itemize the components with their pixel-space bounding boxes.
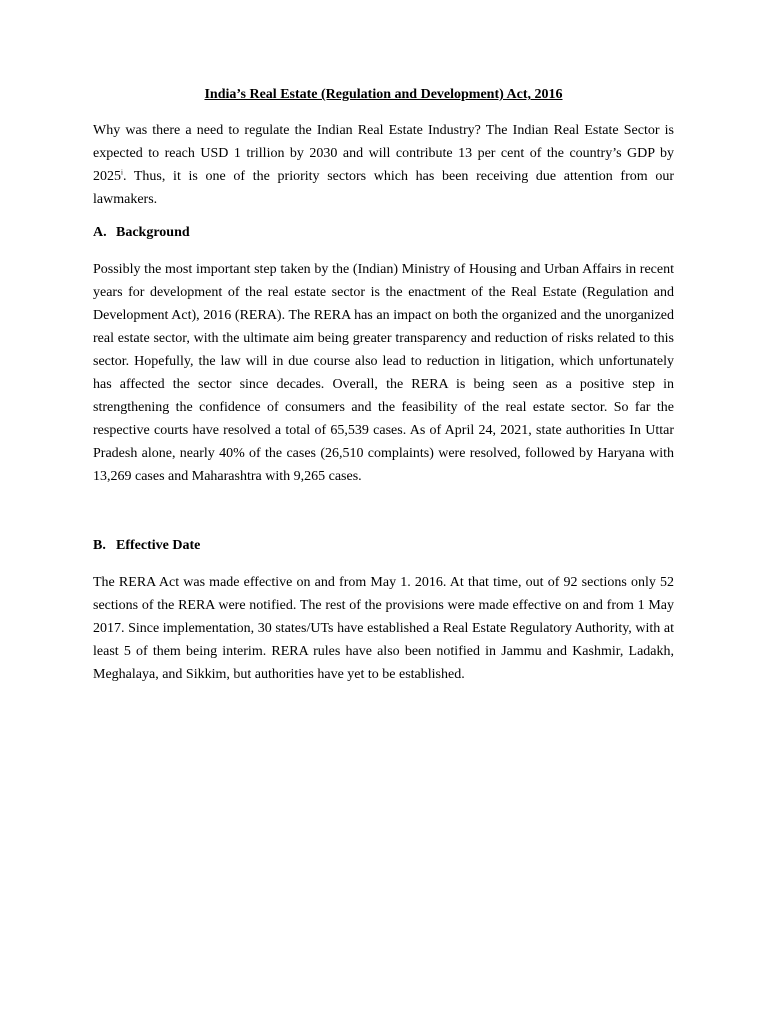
section-heading-background	[93, 223, 674, 243]
intro-paragraph	[93, 119, 674, 211]
section-title: Effective Date	[116, 538, 201, 553]
document-title: India’s Real Estate (Regulation and Development) Act, 2016	[204, 87, 563, 102]
intro-text-continued: . Thus, it is one of the priority sectors which has been receiving due attention from our lawmakers.	[93, 169, 674, 207]
section-letter: B.	[93, 538, 106, 553]
section-letter: A.	[93, 225, 107, 240]
section-title: Background	[116, 225, 190, 240]
section-heading-effective-date	[93, 536, 674, 556]
footnote-reference[interactable]: i	[121, 168, 123, 177]
background-paragraph: Possibly the most important step taken by the (Indian) Ministry of Housing and Urban Affairs in recent years for development of the real estate sector is the enactment of the Real Estate (Regulation and Development Act), 2016 (RERA). The RERA has an impact on both the organized and the unorganized real estate sector, with the ultimate aim being greater transparency and reduction of risks related to this sector. Hopefully, the law will in due course also lead to reduction in litigation, which unfortunately has affected the sector since decades. Overall, the RERA is being seen as a positive step in strengthening the confidence of consumers and the feasibility of the real estate sector. So far the respective courts have resolved a total of 65,539 cases. As of April 24, 2021, state authorities In Uttar Pradesh alone, nearly 40% of the cases (26,510 complaints) were resolved, followed by Haryana with 13,269 cases and Maharashtra with 9,265 cases.	[93, 262, 674, 484]
document-page	[93, 85, 674, 686]
effective-date-paragraph: The RERA Act was made effective on and from May 1. 2016. At that time, out of 92 sections only 52 sections of the RERA were notified. The rest of the provisions were made effective on and from 1 May 2017. Since implementation, 30 states/UTs have established a Real Estate Regulatory Authority, with at least 5 of them being interim. RERA rules have also been notified in Jammu and Kashmir, Ladakh, Meghalaya, and Sikkim, but authorities have yet to be established.	[93, 575, 674, 682]
intro-text: Why was there a need to regulate the Indian Real Estate Industry? The Indian Real Estate Sector is expected to reach USD 1 trillion by 2030 and will contribute 13 per cent of the country’s GDP by 2025	[93, 123, 674, 184]
